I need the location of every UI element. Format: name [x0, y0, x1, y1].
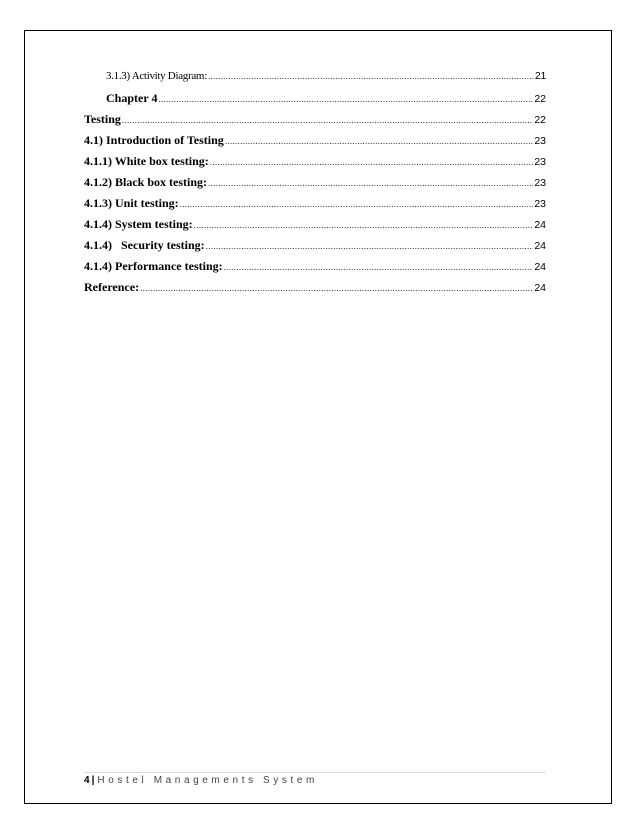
footer-document-title: Hostel Managements System — [97, 775, 318, 786]
toc-entry-page: 22 — [534, 114, 546, 126]
toc-entry[interactable] — [84, 175, 546, 196]
toc-entry-page: 23 — [534, 156, 546, 168]
toc-dot-leader — [206, 241, 534, 251]
toc-entry-page: 23 — [534, 198, 546, 210]
toc-entry-page: 23 — [534, 177, 546, 189]
toc-dot-leader — [122, 115, 533, 125]
toc-dot-leader — [224, 262, 534, 272]
toc-entry-title: 4.1.2) Black box testing: — [84, 175, 207, 189]
toc-dot-leader — [180, 199, 534, 209]
toc-entry-page: 24 — [534, 240, 546, 252]
toc-entry-title: 4.1.4) System testing: — [84, 217, 193, 231]
toc-dot-leader — [194, 220, 534, 230]
toc-entry[interactable] — [84, 259, 546, 280]
toc-entry-page: 24 — [534, 282, 546, 294]
toc-entry-page: 22 — [534, 93, 546, 105]
toc-dot-leader — [208, 178, 533, 188]
toc-dot-leader — [208, 71, 534, 81]
toc-entry-page: 23 — [534, 135, 546, 147]
toc-entry-page: 21 — [534, 70, 546, 82]
page-footer — [84, 772, 546, 786]
footer-separator: | — [91, 775, 95, 786]
toc-entry[interactable] — [84, 217, 546, 238]
toc-entry-title: 4.1.3) Unit testing: — [84, 196, 179, 210]
toc-dot-leader — [210, 157, 534, 167]
toc-entry[interactable] — [84, 280, 546, 301]
toc-entry-title: Chapter 4 — [106, 91, 158, 105]
toc-entry-title: 4.1.1) White box testing: — [84, 154, 209, 168]
footer-page-number: 4 — [84, 775, 90, 786]
toc-entry-page: 24 — [534, 219, 546, 231]
table-of-contents — [84, 70, 546, 301]
toc-dot-leader — [225, 136, 534, 146]
toc-entry[interactable] — [84, 70, 546, 91]
toc-entry[interactable] — [84, 238, 546, 259]
toc-entry-page: 24 — [534, 261, 546, 273]
toc-entry-title: 4.1.4) Performance testing: — [84, 259, 223, 273]
toc-entry-title: 4.1.4) Security testing: — [84, 238, 205, 252]
toc-entry[interactable] — [84, 154, 546, 175]
toc-entry[interactable] — [84, 133, 546, 154]
toc-entry[interactable] — [84, 91, 546, 112]
toc-entry-title: Reference: — [84, 280, 140, 294]
toc-dot-leader — [140, 283, 533, 293]
toc-entry-title: Testing — [84, 112, 121, 126]
toc-dot-leader — [158, 94, 533, 104]
toc-entry[interactable] — [84, 112, 546, 133]
toc-entry-title: 4.1) Introduction of Testing — [84, 133, 224, 147]
toc-entry-title: 3.1.3) Activity Diagram: — [106, 70, 207, 82]
toc-entry[interactable] — [84, 196, 546, 217]
